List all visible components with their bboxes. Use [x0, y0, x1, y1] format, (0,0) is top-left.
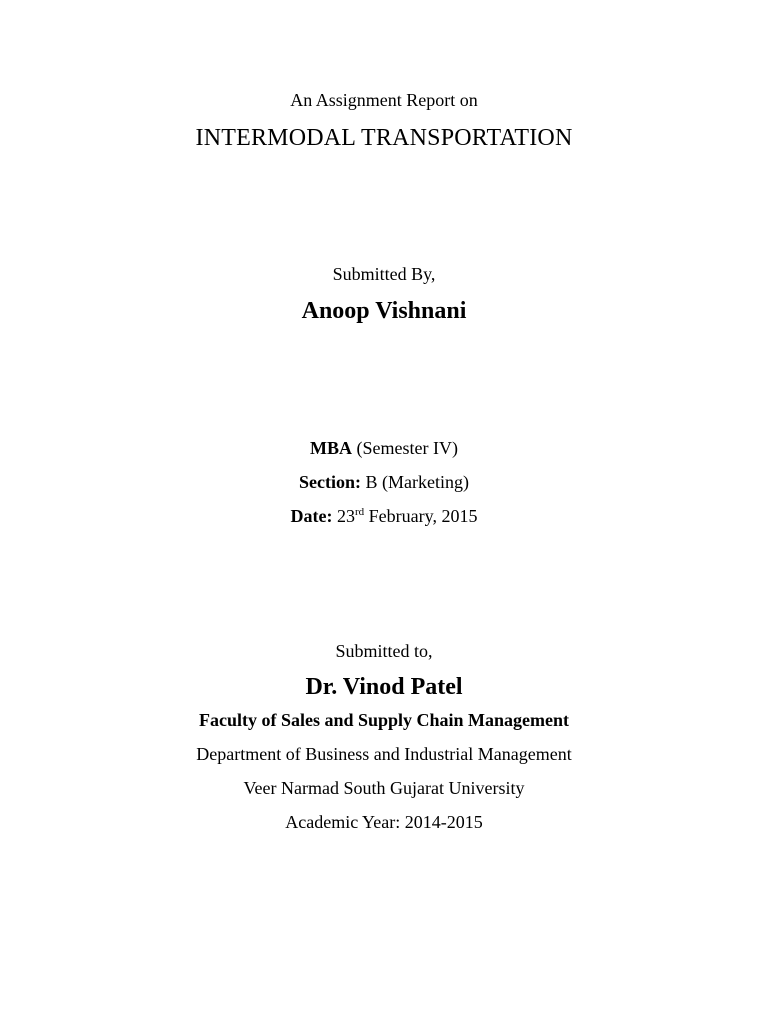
supervisor-name: Dr. Vinod Patel	[305, 674, 463, 700]
report-intro: An Assignment Report on	[290, 90, 478, 110]
date-label: Date:	[290, 506, 333, 526]
student-name: Anoop Vishnani	[301, 298, 467, 324]
date-line	[0, 507, 768, 525]
submitted-to-heading: Submitted to,	[335, 641, 433, 661]
report-title: INTERMODAL TRANSPORTATION	[195, 125, 573, 151]
faculty-line: Faculty of Sales and Supply Chain Management	[198, 710, 570, 730]
section-label: Section:	[299, 472, 361, 492]
academic-year-line: Academic Year: 2014-2015	[285, 812, 483, 832]
program-value: (Semester IV)	[356, 438, 458, 458]
date-suffix: rd	[355, 506, 365, 518]
section-value: B (Marketing)	[365, 472, 469, 492]
program-label: MBA	[310, 438, 353, 458]
date-day: 23	[337, 506, 355, 526]
submitted-by-heading: Submitted By,	[332, 264, 436, 284]
university-line: Veer Narmad South Gujarat University	[243, 778, 525, 798]
section-line	[0, 473, 768, 491]
program-line	[0, 439, 768, 457]
date-rest: February, 2015	[368, 506, 478, 526]
department-line: Department of Business and Industrial Management	[196, 744, 572, 764]
